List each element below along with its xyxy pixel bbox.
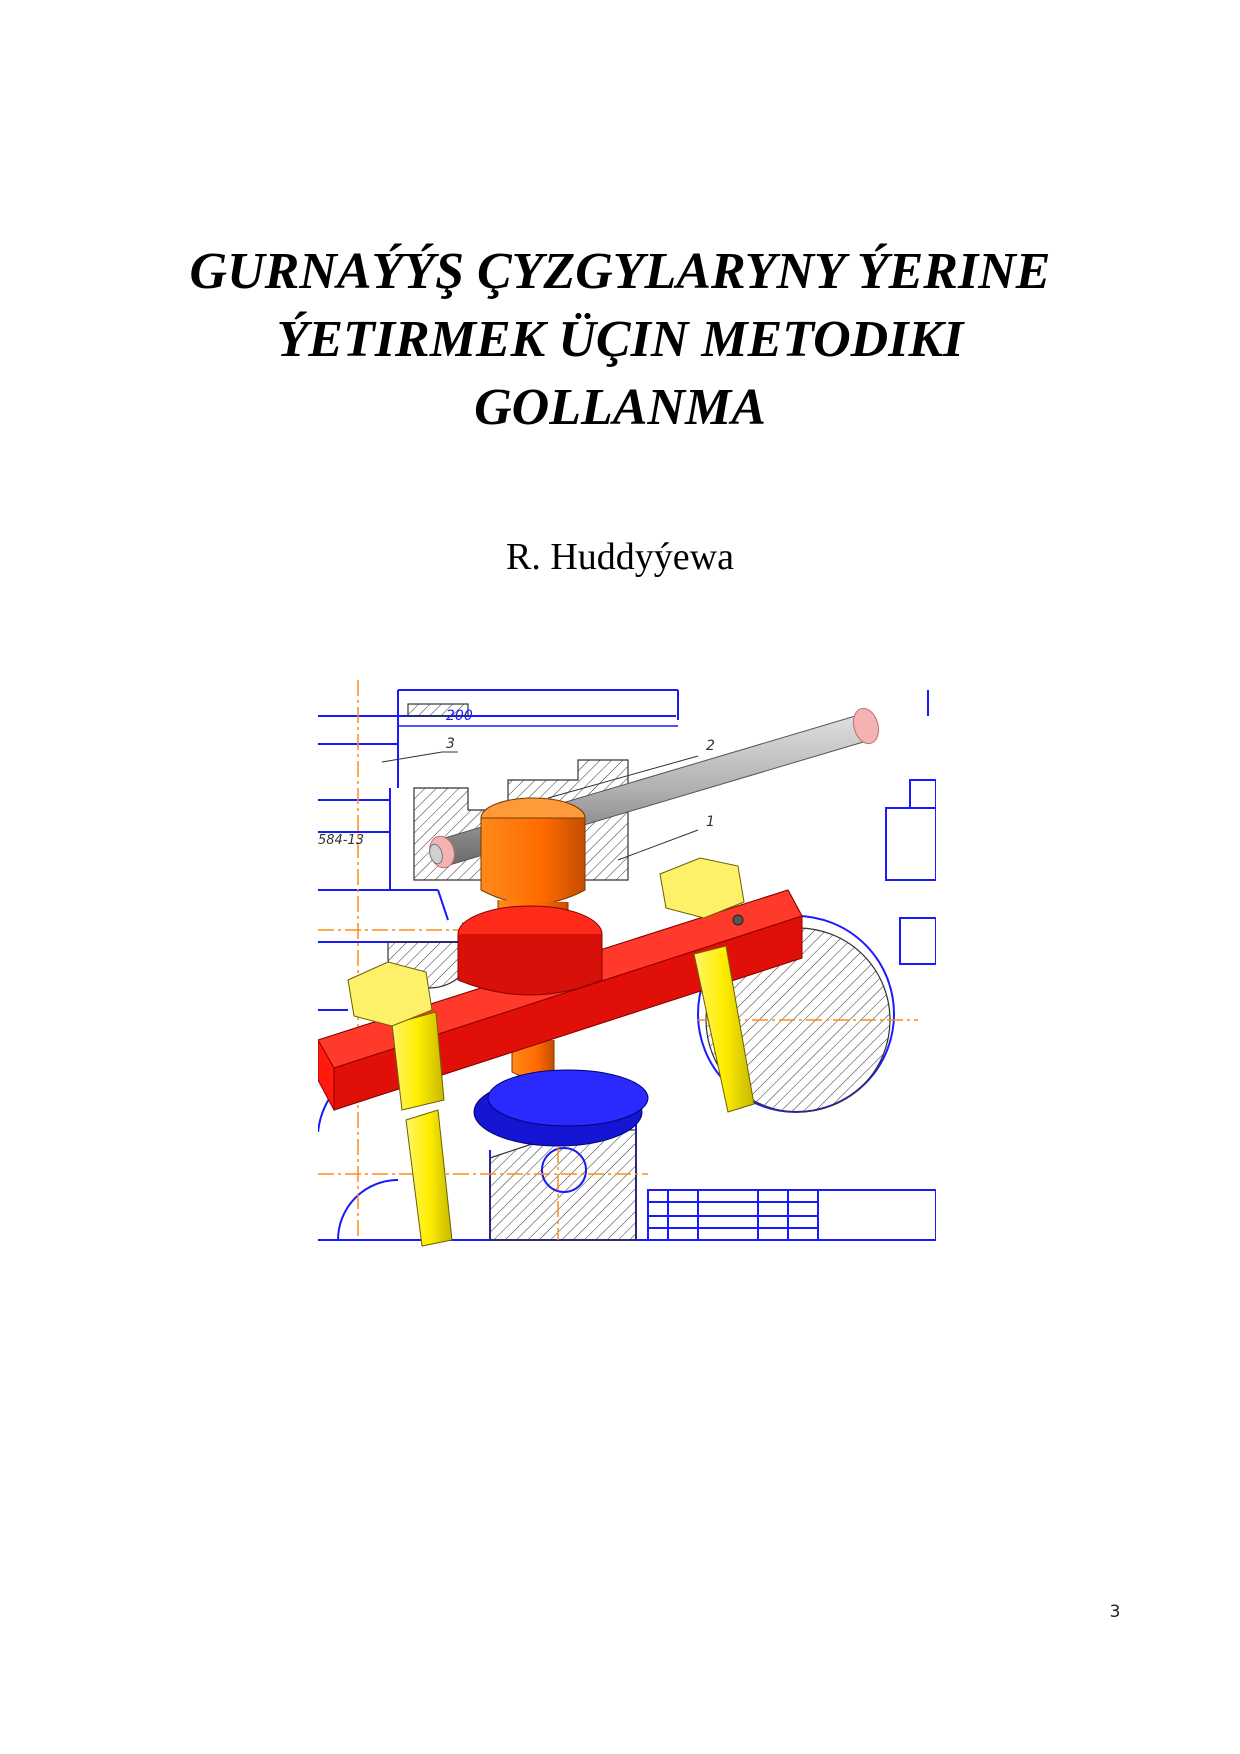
assembly-drawing-svg bbox=[318, 680, 936, 1250]
washer bbox=[474, 1070, 648, 1146]
callout-1: 1 bbox=[706, 814, 715, 830]
title-line-3: GOLLANMA bbox=[474, 379, 766, 436]
side-label: 584-13 bbox=[318, 833, 365, 848]
callout-3: 3 bbox=[446, 736, 455, 752]
title-line-1: GURNAÝÝŞ ÇYZGYLARYNY ÝERINE bbox=[189, 243, 1051, 300]
callout-2: 2 bbox=[706, 738, 715, 754]
assembly-drawing-figure bbox=[318, 680, 936, 1250]
author-name: R. Huddyýewa bbox=[506, 536, 734, 578]
document-title bbox=[120, 238, 1120, 442]
dimension-label: 200 bbox=[446, 708, 473, 724]
page-number: 3 bbox=[1109, 1602, 1121, 1622]
title-line-2: ÝETIRMEK ÜÇIN METODIKI bbox=[276, 311, 964, 368]
